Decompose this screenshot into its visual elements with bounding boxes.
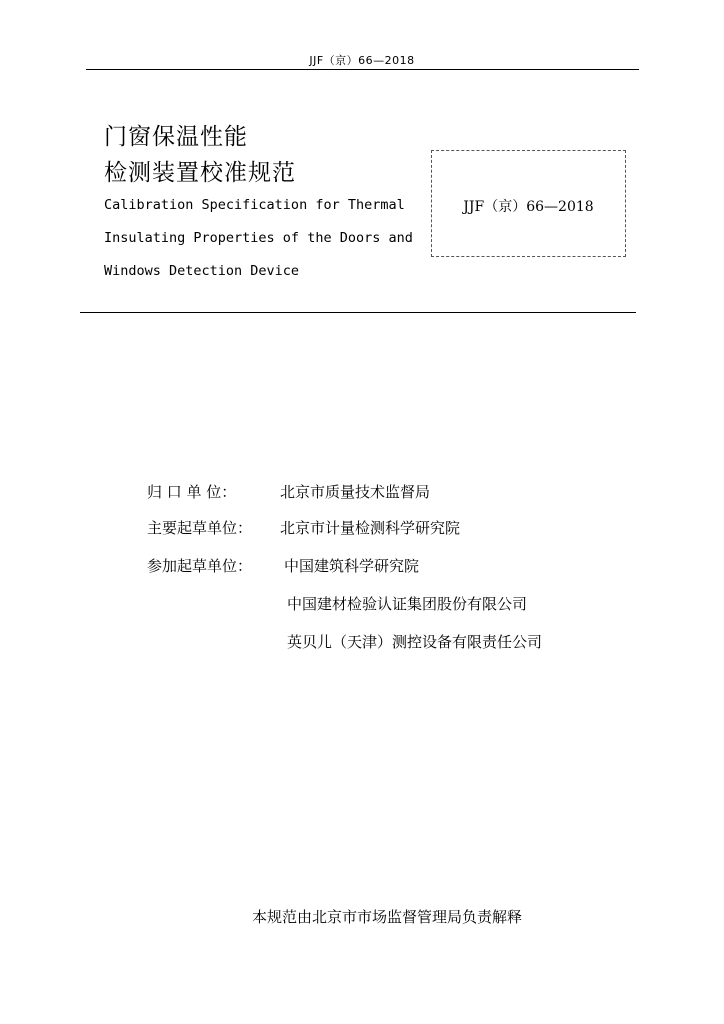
header-code: JJF（京）66—2018 xyxy=(309,54,415,67)
code-box-text: JJF（京）66—2018 xyxy=(463,199,594,215)
main-rule xyxy=(80,312,636,313)
participant-item: 中国建筑科学研究院 xyxy=(284,557,420,575)
title-en-line3: Windows Detection Device xyxy=(104,263,300,279)
participant-item: 英贝儿（天津）测控设备有限责任公司 xyxy=(287,633,543,651)
participant-label: 参加起草单位： xyxy=(147,557,253,575)
participant-item: 中国建材检验认证集团股份有限公司 xyxy=(287,595,528,613)
responsible-unit-value: 北京市质量技术监督局 xyxy=(280,483,431,501)
main-drafter-value: 北京市计量检测科学研究院 xyxy=(280,519,461,537)
title-en-line1: Calibration Specification for Thermal xyxy=(104,197,405,213)
header-rule xyxy=(86,69,639,70)
main-drafter-label: 主要起草单位： xyxy=(147,519,253,537)
footer-note: 本规范由北京市市场监督管理局负责解释 xyxy=(251,908,522,926)
title-zh-line1: 门窗保温性能 xyxy=(104,124,248,150)
responsible-unit-label: 归 口 单 位： xyxy=(147,483,237,501)
title-en-line2: Insulating Properties of the Doors and xyxy=(104,230,413,246)
title-zh-line2: 检测装置校准规范 xyxy=(104,160,296,186)
